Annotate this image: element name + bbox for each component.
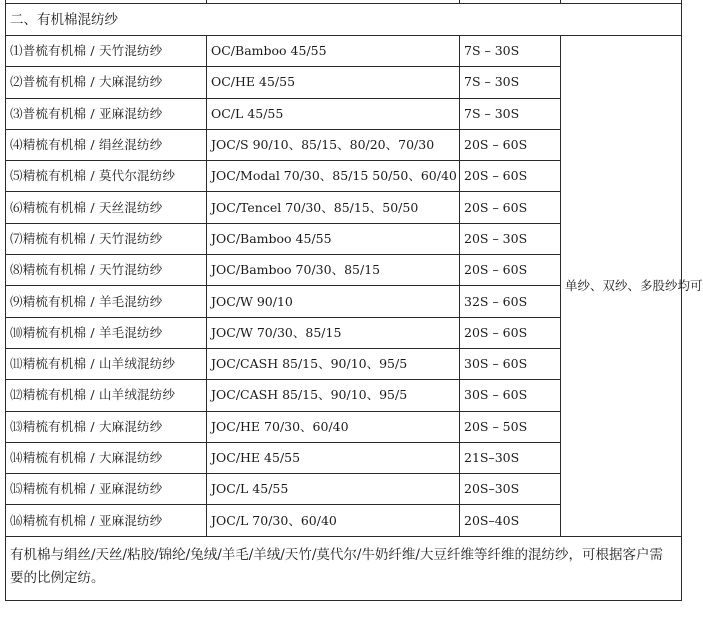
blend-spec-cell: JOC/Bamboo 70/30、85/15 <box>207 255 460 286</box>
yarn-count-cell: 20S–30S <box>460 474 561 505</box>
yarn-name-cell: ⑴普梳有机棉 / 天竹混纺纱 <box>6 36 207 67</box>
yarn-count-cell: 20S – 60S <box>460 129 561 160</box>
yarn-name-cell: ⒃精梳有机棉 / 亚麻混纺纱 <box>6 505 207 536</box>
ply-note-cell: 单纱、双纱、多股纱均可 <box>561 36 682 537</box>
yarn-count-cell: 30S – 60S <box>460 348 561 379</box>
blend-spec-cell: JOC/S 90/10、85/15、80/20、70/30 <box>207 129 460 160</box>
yarn-name-cell: ⑿精梳有机棉 / 山羊绒混纺纱 <box>6 380 207 411</box>
yarn-count-cell: 7S – 30S <box>460 36 561 67</box>
yarn-count-cell: 20S – 60S <box>460 192 561 223</box>
blend-spec-cell: OC/L 45/55 <box>207 98 460 129</box>
yarn-name-cell: ⑺精梳有机棉 / 天竹混纺纱 <box>6 223 207 254</box>
yarn-name-cell: ⑽精梳有机棉 / 羊毛混纺纱 <box>6 317 207 348</box>
yarn-count-cell: 20S – 30S <box>460 223 561 254</box>
blend-spec-cell: JOC/CASH 85/15、90/10、95/5 <box>207 380 460 411</box>
yarn-name-cell: ⑸精梳有机棉 / 莫代尔混纺纱 <box>6 161 207 192</box>
blend-spec-cell: JOC/Tencel 70/30、85/15、50/50 <box>207 192 460 223</box>
yarn-count-cell: 30S – 60S <box>460 380 561 411</box>
blend-spec-cell: OC/HE 45/55 <box>207 67 460 98</box>
yarn-count-cell: 7S – 30S <box>460 67 561 98</box>
yarn-count-cell: 20S – 50S <box>460 411 561 442</box>
section-title: 二、有机棉混纺纱 <box>6 4 682 36</box>
yarn-name-cell: ⑻精梳有机棉 / 天竹混纺纱 <box>6 255 207 286</box>
yarn-count-cell: 20S – 60S <box>460 161 561 192</box>
blend-spec-cell: JOC/HE 70/30、60/40 <box>207 411 460 442</box>
yarn-count-cell: 32S – 60S <box>460 286 561 317</box>
yarn-name-cell: ⑹精梳有机棉 / 天丝混纺纱 <box>6 192 207 223</box>
footer-row <box>6 536 682 600</box>
yarn-name-cell: ⑷精梳有机棉 / 绢丝混纺纱 <box>6 129 207 160</box>
yarn-name-cell: ⒂精梳有机棉 / 亚麻混纺纱 <box>6 474 207 505</box>
blend-spec-cell: JOC/Modal 70/30、85/15 50/50、60/40 <box>207 161 460 192</box>
blend-spec-cell: JOC/HE 45/55 <box>207 442 460 473</box>
blend-spec-cell: JOC/L 70/30、60/40 <box>207 505 460 536</box>
yarn-name-cell: ⑼精梳有机棉 / 羊毛混纺纱 <box>6 286 207 317</box>
yarn-name-cell: ⑾精梳有机棉 / 山羊绒混纺纱 <box>6 348 207 379</box>
blend-spec-cell: OC/Bamboo 45/55 <box>207 36 460 67</box>
blend-spec-cell: JOC/CASH 85/15、90/10、95/5 <box>207 348 460 379</box>
blend-spec-cell: JOC/L 45/55 <box>207 474 460 505</box>
yarn-name-cell: ⑶普梳有机棉 / 亚麻混纺纱 <box>6 98 207 129</box>
yarn-name-cell: ⑵普梳有机棉 / 大麻混纺纱 <box>6 67 207 98</box>
yarn-count-cell: 20S–40S <box>460 505 561 536</box>
yarn-count-cell: 21S–30S <box>460 442 561 473</box>
yarn-spec-table <box>5 0 703 601</box>
yarn-count-cell: 20S – 60S <box>460 317 561 348</box>
table-row <box>6 36 682 67</box>
yarn-count-cell: 20S – 60S <box>460 255 561 286</box>
blend-spec-cell: JOC/Bamboo 45/55 <box>207 223 460 254</box>
yarn-name-cell: ⒀精梳有机棉 / 大麻混纺纱 <box>6 411 207 442</box>
yarn-name-cell: ⒁精梳有机棉 / 大麻混纺纱 <box>6 442 207 473</box>
section-header-row <box>6 4 682 36</box>
footer-note: 有机棉与绢丝/天丝/粘胶/锦纶/兔绒/羊毛/羊绒/天竹/莫代尔/牛奶纤维/大豆纤维等纤维的混纺纱，可根据客户需要的比例定纺。 <box>6 536 682 600</box>
blend-spec-cell: JOC/W 70/30、85/15 <box>207 317 460 348</box>
blend-spec-cell: JOC/W 90/10 <box>207 286 460 317</box>
yarn-count-cell: 7S – 30S <box>460 98 561 129</box>
spec-sheet <box>5 0 703 616</box>
